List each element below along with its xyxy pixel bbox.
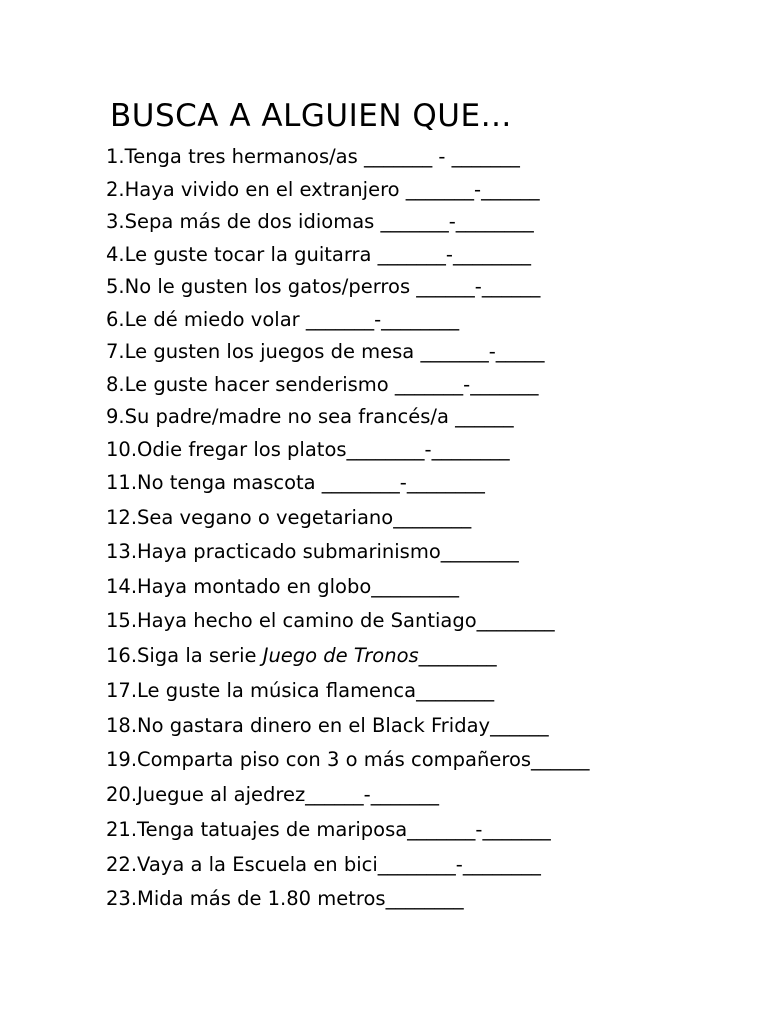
prompt-item xyxy=(106,440,510,460)
prompt-item xyxy=(106,646,497,666)
prompt-item xyxy=(106,855,541,875)
prompt-item xyxy=(106,750,590,770)
prompt-item xyxy=(106,681,494,701)
prompt-text: 21.Tenga tatuajes de mariposa_______-_______ xyxy=(106,818,551,841)
prompt-text: 9.Su padre/madre no sea francés/a ______ xyxy=(106,405,514,428)
prompt-text: 18.No gastara dinero en el Black Friday______ xyxy=(106,714,549,737)
prompt-text: 6.Le dé miedo volar _______-________ xyxy=(106,308,460,331)
prompt-text: 10.Odie fregar los platos________-________ xyxy=(106,438,510,461)
prompt-item xyxy=(106,611,555,631)
prompt-item xyxy=(106,889,464,909)
prompt-item xyxy=(106,375,538,395)
prompt-item xyxy=(106,310,459,330)
prompt-item xyxy=(106,577,459,597)
prompt-item xyxy=(106,342,544,362)
prompt-item xyxy=(106,820,551,840)
prompt-title-italic: Juego de Tronos xyxy=(262,644,419,667)
prompt-text: 8.Le guste hacer senderismo _______-_______ xyxy=(106,373,539,396)
prompt-item xyxy=(106,716,549,736)
prompt-item xyxy=(106,277,540,297)
prompt-item xyxy=(106,473,485,493)
prompt-item xyxy=(106,245,531,265)
prompt-text: 15.Haya hecho el camino de Santiago________ xyxy=(106,609,555,632)
prompt-text: 3.Sepa más de dos idiomas _______-________ xyxy=(106,210,534,233)
prompt-text: 20.Juegue al ajedrez______-_______ xyxy=(106,783,439,806)
prompt-item xyxy=(106,407,514,427)
prompt-text: 13.Haya practicado submarinismo________ xyxy=(106,540,519,563)
prompt-text: 11.No tenga mascota ________-________ xyxy=(106,471,485,494)
prompt-item xyxy=(106,542,519,562)
worksheet-title: BUSCA A ALGUIEN QUE… xyxy=(110,98,513,134)
prompt-text: 7.Le gusten los juegos de mesa _______-_____ xyxy=(106,340,545,363)
prompt-item xyxy=(106,508,471,528)
prompt-text: 1.Tenga tres hermanos/as _______ - _______ xyxy=(106,145,520,168)
prompt-text: 23.Mida más de 1.80 metros________ xyxy=(106,887,464,910)
prompt-text: 5.No le gusten los gatos/perros ______-______ xyxy=(106,275,541,298)
prompt-item xyxy=(106,147,520,167)
prompt-text: 17.Le guste la música flamenca________ xyxy=(106,679,495,702)
prompt-text: 16.Siga la serie xyxy=(106,644,263,667)
prompt-text: 4.Le guste tocar la guitarra _______-________ xyxy=(106,243,531,266)
prompt-blank: ________ xyxy=(418,644,497,667)
prompt-text: 12.Sea vegano o vegetariano________ xyxy=(106,506,472,529)
prompt-text: 2.Haya vivido en el extranjero _______-______ xyxy=(106,178,540,201)
prompt-text: 14.Haya montado en globo_________ xyxy=(106,575,460,598)
prompt-item xyxy=(106,212,534,232)
prompt-text: 19.Comparta piso con 3 o más compañeros______ xyxy=(106,748,590,771)
prompt-item xyxy=(106,785,439,805)
prompt-item xyxy=(106,180,540,200)
prompt-text: 22.Vaya a la Escuela en bici________-________ xyxy=(106,853,541,876)
